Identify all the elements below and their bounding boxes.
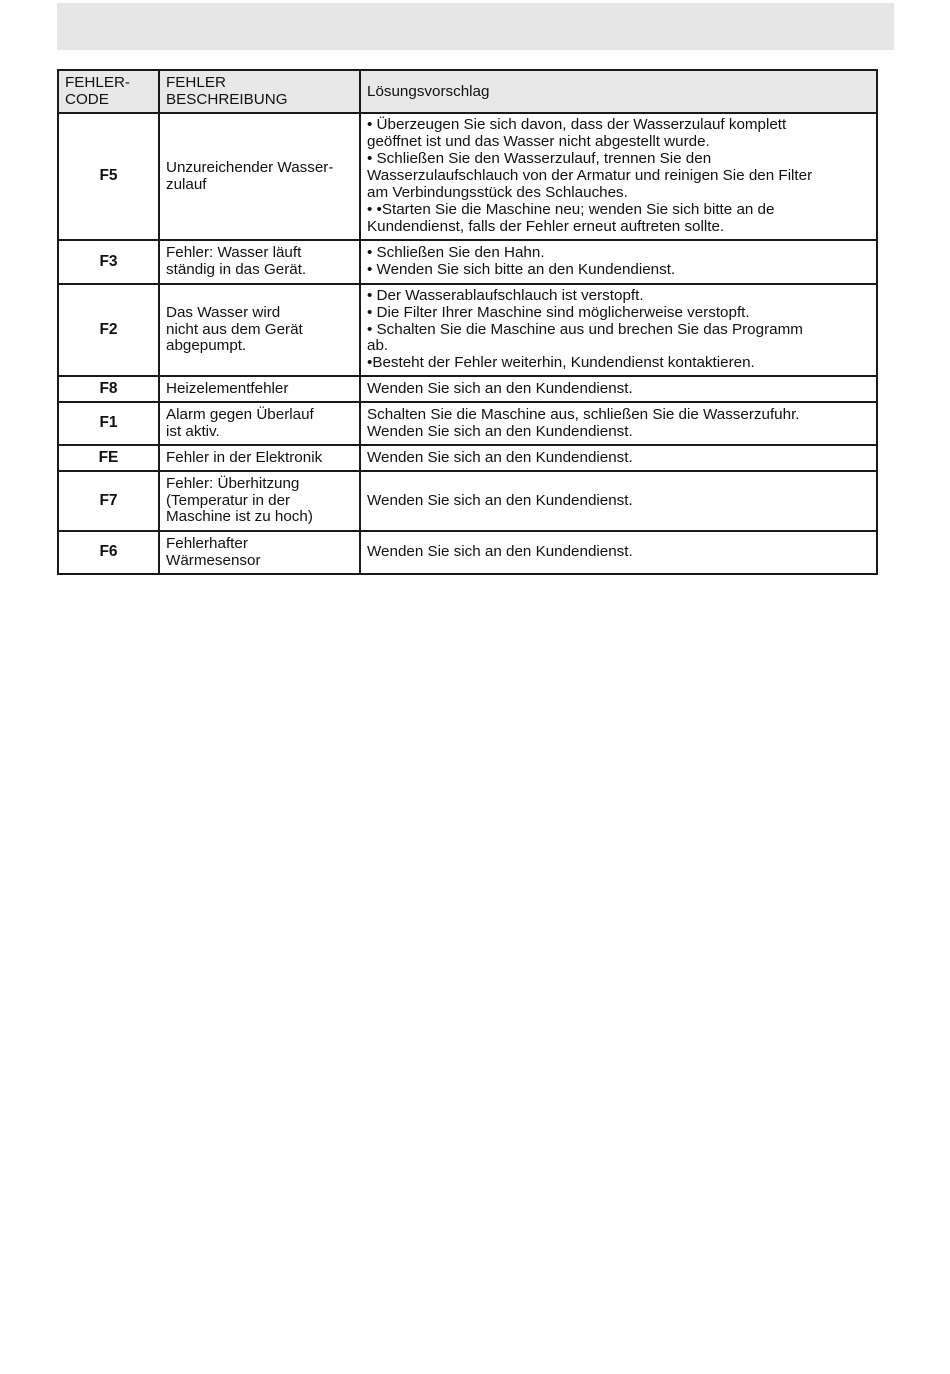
solution-cell: Wenden Sie sich an den Kundendienst. — [360, 376, 877, 402]
solution-cell: Wenden Sie sich an den Kundendienst. — [360, 471, 877, 531]
error-code-cell: F6 — [58, 531, 159, 574]
solution-cell: Wenden Sie sich an den Kundendienst. — [360, 445, 877, 471]
error-description-cell: Fehlerhafter Wärmesensor — [159, 531, 360, 574]
error-description-cell: Fehler: Überhitzung (Temperatur in der Maschine ist zu hoch) — [159, 471, 360, 531]
error-code-cell: F3 — [58, 240, 159, 284]
solution-cell: • Überzeugen Sie sich davon, dass der Wasserzulauf komplett geöffnet ist und das Wasser nicht abgestellt wurde. • Schließen Sie den Wasserzulauf, trennen Sie den Wasserzulaufschlauch von der Armatur und reinigen Sie den Filter am Verbindungsstück des Schlauches. • •Starten Sie die Maschine neu; wenden Sie sich bitte an de Kundendienst, falls der Fehler erneut auftreten sollte. — [360, 113, 877, 240]
error-code-cell: F2 — [58, 284, 159, 376]
error-code-cell: F8 — [58, 376, 159, 402]
solution-cell: • Schließen Sie den Hahn. • Wenden Sie sich bitte an den Kundendienst. — [360, 240, 877, 284]
header-error-description: FEHLER BESCHREIBUNG — [159, 70, 360, 113]
table-row — [58, 531, 877, 574]
header-error-code: FEHLER- CODE — [58, 70, 159, 113]
error-code-cell: F5 — [58, 113, 159, 240]
error-description-cell: Fehler: Wasser läuft ständig in das Gerät. — [159, 240, 360, 284]
error-code-cell: F1 — [58, 402, 159, 445]
table-row — [58, 471, 877, 531]
error-description-cell: Fehler in der Elektronik — [159, 445, 360, 471]
table-row — [58, 376, 877, 402]
solution-cell: • Der Wasserablaufschlauch ist verstopft. • Die Filter Ihrer Maschine sind möglicherweise verstopft. • Schalten Sie die Maschine aus und brechen Sie das Programm ab. •Besteht der Fehler weiterhin, Kundendienst kontaktieren. — [360, 284, 877, 376]
header-solution: Lösungsvorschlag — [360, 70, 877, 113]
table-header-row — [58, 70, 877, 113]
table-row — [58, 113, 877, 240]
error-description-cell: Alarm gegen Überlauf ist aktiv. — [159, 402, 360, 445]
solution-cell: Schalten Sie die Maschine aus, schließen Sie die Wasserzufuhr. Wenden Sie sich an den Kundendienst. — [360, 402, 877, 445]
table-row — [58, 240, 877, 284]
table-row — [58, 284, 877, 376]
error-description-cell: Heizelementfehler — [159, 376, 360, 402]
error-description-cell: Unzureichender Wasser- zulauf — [159, 113, 360, 240]
table-row — [58, 402, 877, 445]
header-bar — [57, 3, 894, 50]
error-code-cell: F7 — [58, 471, 159, 531]
error-code-cell: FE — [58, 445, 159, 471]
error-code-table — [57, 69, 878, 575]
solution-cell: Wenden Sie sich an den Kundendienst. — [360, 531, 877, 574]
error-description-cell: Das Wasser wird nicht aus dem Gerät abgepumpt. — [159, 284, 360, 376]
table-row — [58, 445, 877, 471]
